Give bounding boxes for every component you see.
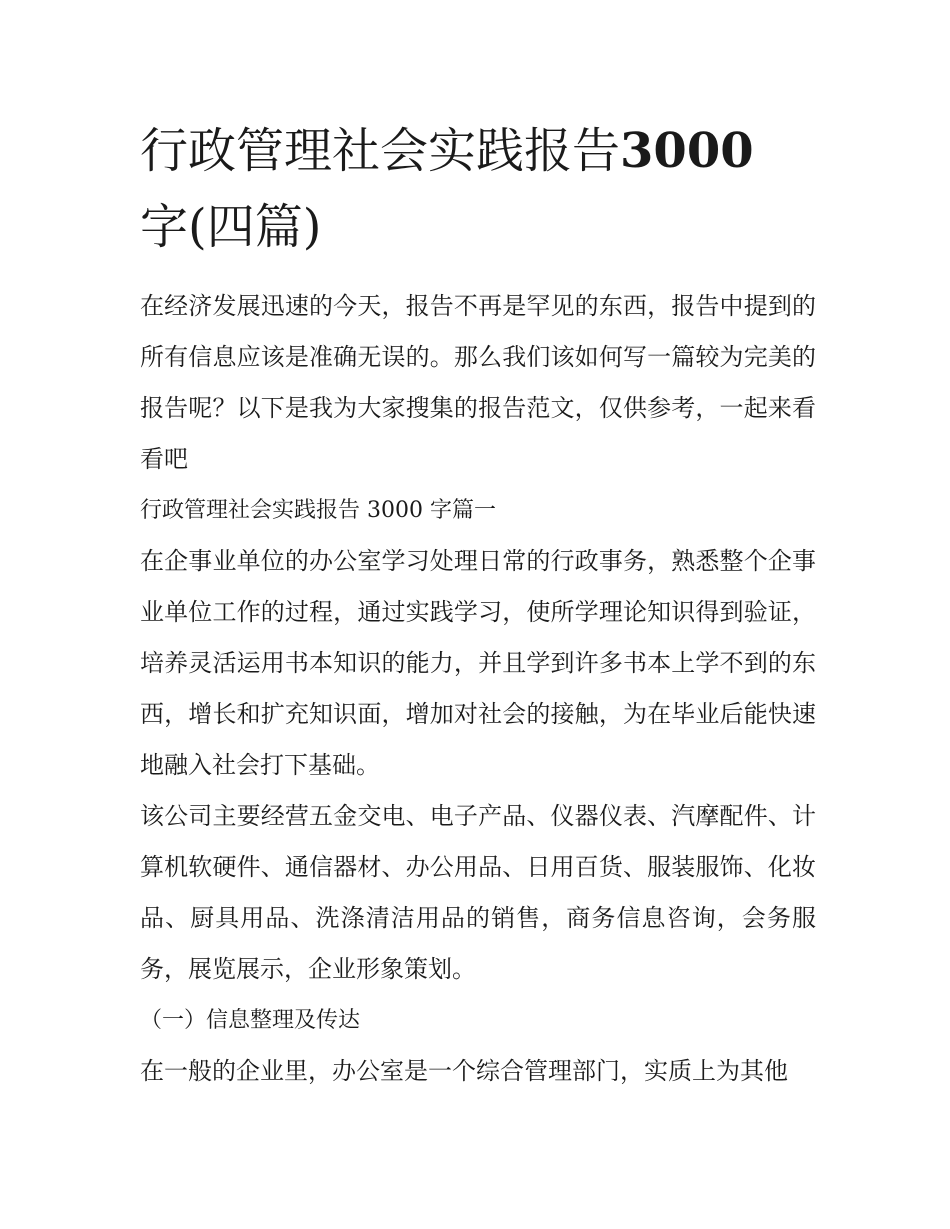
intro-paragraph: 在经济发展迅速的今天，报告不再是罕见的东西，报告中提到的所有信息应该是准确无误的。那么我们该如何写一篇较为完美的报告呢？以下是我为大家搜集的报告范文，仅供参考，一起来看看吧 (140, 292, 816, 473)
body-paragraph-1: 在企事业单位的办公室学习处理日常的行政事务，熟悉整个企事业单位工作的过程，通过实践学习，使所学理论知识得到验证，培养灵活运用书本知识的能力，并且学到许多书本上学不到的东西，增长和扩充知识面，增加对社会的接触，为在毕业后能快速地融入社会打下基础。 (140, 547, 816, 779)
body-paragraph-3: 在一般的企业里，办公室是一个综合管理部门，实质上为其他 (140, 1057, 788, 1085)
title-suffix: 字(四篇) (140, 199, 322, 255)
title-text: 行政管理社会实践报告 (140, 123, 621, 179)
section-heading: 行政管理社会实践报告 3000 字篇一 (140, 498, 496, 523)
document-title (140, 113, 816, 265)
title-number: 3000 (620, 123, 754, 179)
document-page (140, 113, 816, 1097)
subheading: （一）信息整理及传达 (140, 1008, 361, 1033)
body-paragraph-2: 该公司主要经营五金交电、电子产品、仪器仪表、汽摩配件、计算机软硬件、通信器材、办公用品、日用百货、服装服饰、化妆品、厨具用品、洗涤清洁用品的销售，商务信息咨询，会务服务，展览展示，企业形象策划。 (140, 802, 816, 983)
